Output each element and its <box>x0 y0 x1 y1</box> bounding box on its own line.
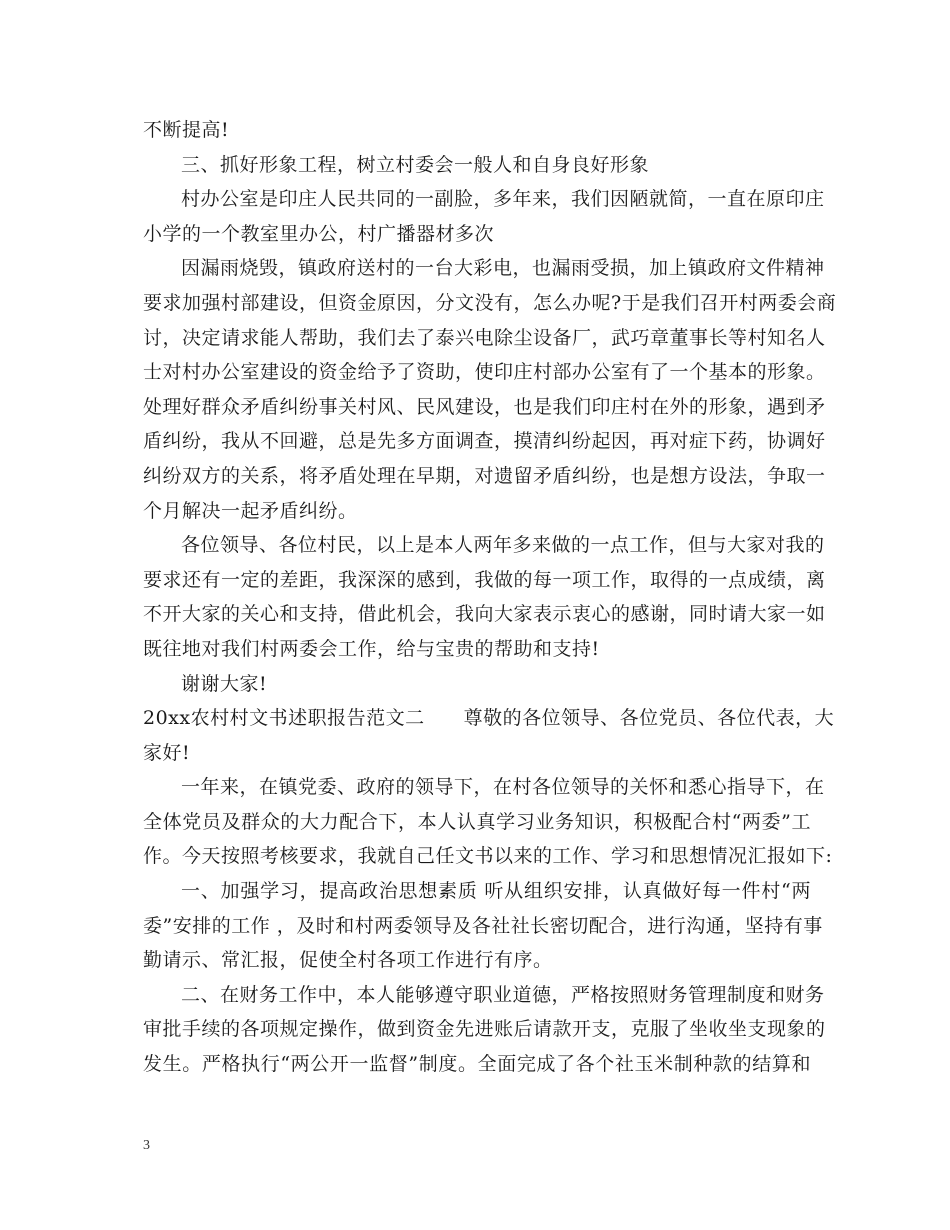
text-line: 一年来，在镇党委、政府的领导下，在村各位领导的关怀和悉心指导下，在 <box>181 776 825 799</box>
text-line: 家好! <box>143 741 191 764</box>
text-line: 要求加强村部建设，但资金原因，分文没有，怎么办呢?于是我们召开村两委会商 <box>143 291 837 314</box>
text-line: 20xx农村村文书述职报告范文二 尊敬的各位领导、各位党员、各位代表，大 <box>143 707 835 730</box>
text-line: 村办公室是印庄人民共同的一副脸，多年来，我们因陋就简，一直在原印庄 <box>181 188 825 211</box>
text-line: 盾纠纷，我从不回避，总是先多方面调查，摸清纠纷起因，再对症下药，协调好 <box>143 430 826 453</box>
text-line: 谢谢大家! <box>181 672 268 695</box>
text-line: 审批手续的各项规定操作，做到资金先进账后请款开支，克服了坐收坐支现象的 <box>143 1018 826 1041</box>
text-line: 士对村办公室建设的资金给予了资助，使印庄村部办公室有了一个基本的形象。 <box>143 361 826 384</box>
text-line: 一、加强学习，提高政治思想素质 听从组织安排，认真做好每一件村“两 <box>181 880 811 903</box>
text-line: 因漏雨烧毁，镇政府送村的一台大彩电，也漏雨受损，加上镇政府文件精神 <box>181 257 825 280</box>
text-line: 勤请示、常汇报，促使全村各项工作进行有序。 <box>143 949 553 972</box>
text-line: 要求还有一定的差距，我深深的感到，我做的每一项工作，取得的一点成绩，离 <box>143 568 826 591</box>
text-line: 讨，决定请求能人帮助，我们去了泰兴电除尘设备厂，武巧章董事长等村知名人 <box>143 326 826 349</box>
text-line: 全体党员及群众的大力配合下，本人认真学习业务知识，积极配合村“两委”工 <box>143 810 811 833</box>
text-line: 不开大家的关心和支持，借此机会，我向大家表示衷心的感谢，同时请大家一如 <box>143 603 826 626</box>
text-line: 纠纷双方的关系，将矛盾处理在早期，对遗留矛盾纠纷，也是想方设法，争取一 <box>143 464 826 487</box>
document-body <box>143 113 837 1082</box>
text-line: 既往地对我们村两委会工作，给与宝贵的帮助和支持! <box>143 637 600 660</box>
text-line: 小学的一个教室里办公，村广播器材多次 <box>143 222 495 245</box>
text-line: 各位领导、各位村民，以上是本人两年多来做的一点工作，但与大家对我的 <box>181 534 825 557</box>
text-line: 处理好群众矛盾纠纷事关村风、民风建设，也是我们印庄村在外的形象，遇到矛 <box>143 395 826 418</box>
text-line: 二、在财务工作中，本人能够遵守职业道德，严格按照财务管理制度和财务 <box>181 983 825 1006</box>
text-line: 作。今天按照考核要求，我就自己任文书以来的工作、学习和思想情况汇报如下: <box>143 845 833 868</box>
text-line: 三、抓好形象工程，树立村委会一般人和自身良好形象 <box>181 153 650 176</box>
text-line: 发生。严格执行“两公开一监督”制度。全面完成了各个社玉米制种款的结算和 <box>143 1053 811 1076</box>
page-number: 3 <box>143 1138 150 1153</box>
text-line: 个月解决一起矛盾纠纷。 <box>143 499 358 522</box>
text-line: 不断提高! <box>143 119 230 141</box>
text-line: 委”安排的工作 ，及时和村两委领导及各社社长密切配合，进行沟通，坚持有事 <box>143 914 823 937</box>
